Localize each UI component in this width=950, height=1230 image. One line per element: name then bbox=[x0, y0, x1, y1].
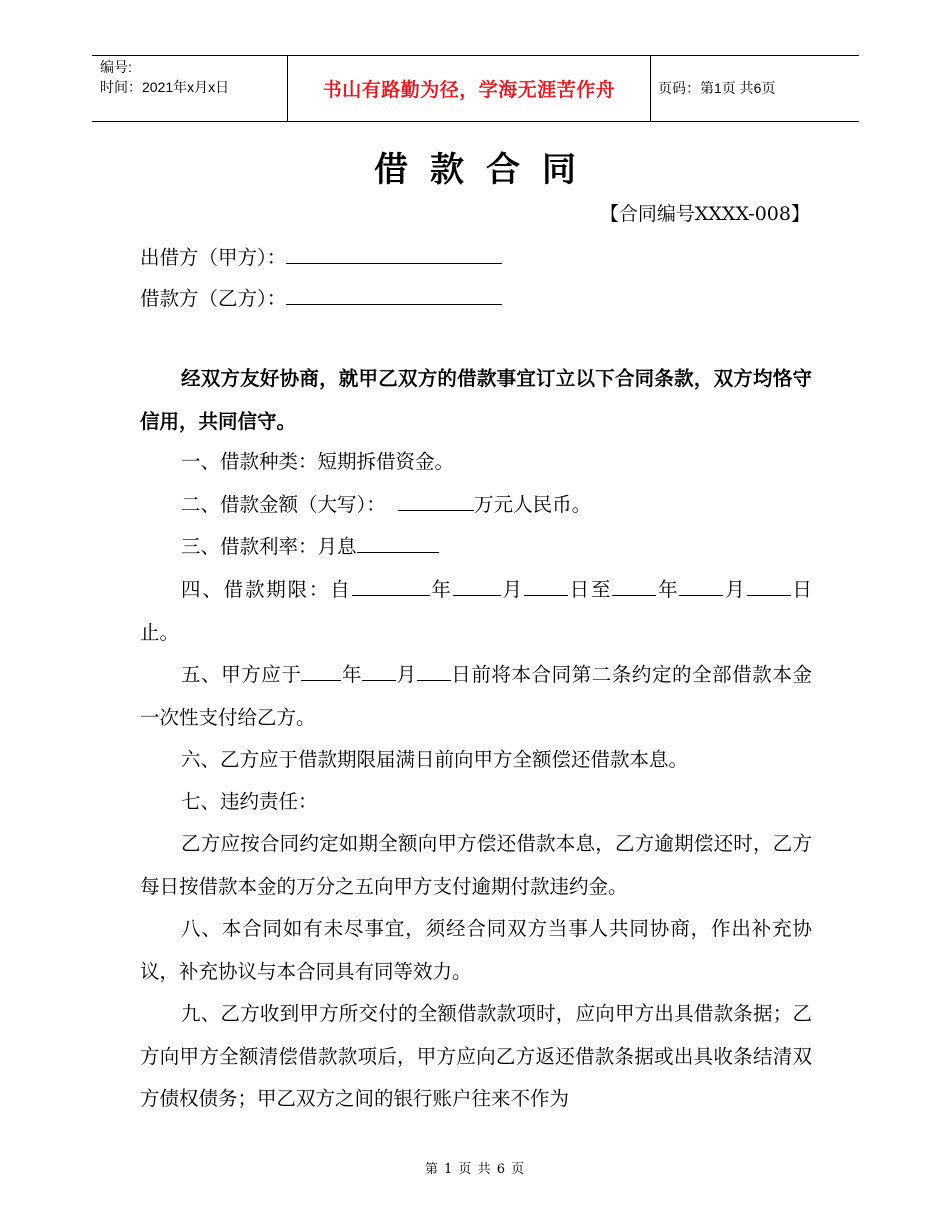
start-year-blank[interactable] bbox=[352, 578, 430, 596]
motto-text: 书山有路勤为径，学海无涯苦作舟 bbox=[322, 78, 616, 101]
clause-4 bbox=[140, 569, 812, 654]
clause-5-body: 日前将本合同第二条约定的全部借款本金一次性支付给乙方。 bbox=[140, 663, 812, 729]
clause-6: 六、乙方应于借款期限届满日前向甲方全额偿还借款本息。 bbox=[181, 748, 689, 771]
page-info: 页码：第1页 共6页 bbox=[658, 80, 776, 96]
year-label: 年 bbox=[429, 578, 453, 601]
year-label: 年 bbox=[341, 663, 363, 686]
header-motto-cell bbox=[287, 55, 651, 121]
clause-8: 八、本合同如有未尽事宜，须经合同双方当事人共同协商，作出补充协议，补充协议与本合同具有同等效力。 bbox=[140, 917, 812, 983]
borrower-label: 借款方（乙方）： bbox=[140, 287, 287, 310]
clause-5 bbox=[140, 654, 812, 739]
start-month-blank[interactable] bbox=[453, 578, 501, 596]
time-label: 时间：2021年x月x日 bbox=[100, 79, 230, 95]
document-title: 借款合同 bbox=[374, 150, 598, 190]
lender-line bbox=[140, 242, 502, 270]
pay-day-blank[interactable] bbox=[417, 663, 451, 681]
borrower-line bbox=[140, 283, 502, 311]
day-end-label: 日止。 bbox=[140, 578, 812, 644]
intro-paragraph: 经双方友好协商，就甲乙双方的借款事宜订立以下合同条款，双方均恪守信用，共同信守。 bbox=[140, 367, 812, 433]
contract-number: 【合同编号XXXX-008】 bbox=[599, 203, 810, 225]
amount-blank[interactable] bbox=[398, 493, 474, 511]
month-label: 月 bbox=[396, 663, 417, 686]
lender-label: 出借方（甲方）： bbox=[140, 246, 287, 269]
clause-9: 九、乙方收到甲方所交付的全额借款款项时，应向甲方出具借款条据；乙方向甲方全额清偿借款款项后，甲方应向乙方返还借款条据或出具收条结清双方债权债务；甲乙双方之间的银行账户往来不作为 bbox=[140, 1002, 812, 1110]
start-day-blank[interactable] bbox=[524, 578, 568, 596]
clause-7-body: 乙方应按合同约定如期全额向甲方偿还借款本息，乙方逾期偿还时，乙方每日按借款本金的万分之五向甲方支付逾期付款违约金。 bbox=[140, 832, 812, 898]
clause-4-label: 四、借款期限：自 bbox=[181, 578, 352, 601]
clause-1: 一、借款种类：短期拆借资金。 bbox=[181, 450, 455, 473]
number-label: 编号: bbox=[100, 59, 132, 75]
lender-blank[interactable] bbox=[286, 245, 502, 264]
clause-3-label: 三、借款利率：月息 bbox=[181, 535, 357, 558]
clause-2-label: 二、借款金额（大写）： bbox=[181, 493, 386, 516]
clause-7: 七、违约责任： bbox=[181, 790, 318, 813]
interest-blank[interactable] bbox=[357, 535, 439, 553]
month-label: 月 bbox=[500, 578, 524, 601]
year-label: 年 bbox=[656, 578, 680, 601]
clause-3 bbox=[140, 526, 812, 569]
end-day-blank[interactable] bbox=[747, 578, 791, 596]
clause-2 bbox=[140, 484, 812, 527]
pay-month-blank[interactable] bbox=[362, 663, 396, 681]
header-meta bbox=[100, 57, 285, 97]
month-label: 月 bbox=[723, 578, 747, 601]
pay-year-blank[interactable] bbox=[301, 663, 341, 681]
clause-5-label: 五、甲方应于 bbox=[181, 663, 302, 686]
day-to-label: 日至 bbox=[567, 578, 613, 601]
page-footer: 第 1 页 共 6 页 bbox=[424, 1162, 526, 1177]
end-year-blank[interactable] bbox=[612, 578, 656, 596]
borrower-blank[interactable] bbox=[286, 286, 502, 305]
header-bottom-rule bbox=[92, 121, 859, 122]
end-month-blank[interactable] bbox=[679, 578, 723, 596]
clause-2-suffix: 万元人民币。 bbox=[474, 493, 592, 516]
